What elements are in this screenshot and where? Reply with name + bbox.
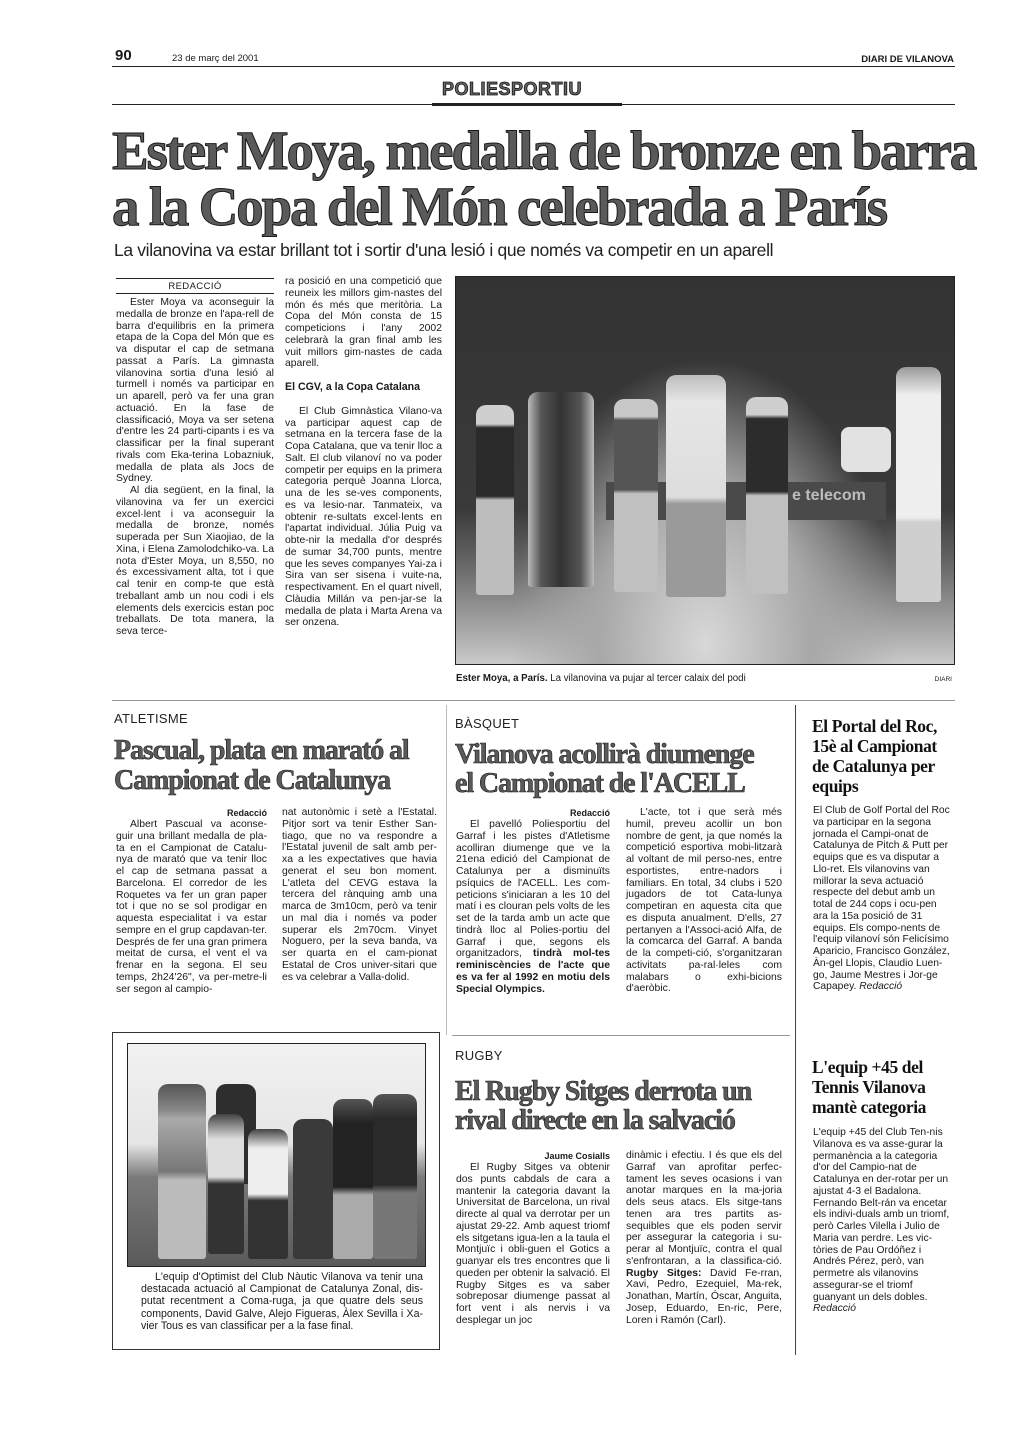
main-byline: REDACCIÓ [168, 281, 222, 292]
podium-photo [455, 276, 955, 665]
sailing-photo-box [112, 1032, 440, 1350]
gymnast-figure [746, 397, 788, 594]
main-article-paragraph: ra posició en una competició que reuneix les millors gim-nastes del món és més que meritòria. La Copa del Món consta de 15 competicions i l'any 2002 celebrarà la gran final amb les vuit millors gim-nastes de cada aparell. [285, 276, 442, 370]
atletisme-headline-line2: Campionat de Catalunya [114, 765, 391, 796]
basquet-paragraph [456, 819, 610, 995]
atletisme-column-2 [282, 807, 437, 983]
atletisme-column-1 [116, 819, 267, 995]
right-column-divider [795, 705, 796, 1355]
basquet-paragraph: L'acte, tot i que serà més humil, preveu acollir un bon nombre de gent, ja que només la competició esportiva mobi-litzarà al voltant de mil perso-nes, entre esportistes, entre-nadors i familiars. En total, 34 clubs i 520 jugadors de tot Cata-lunya competiran en aquesta cita que es disputa anualment. D'ells, 27 pertanyen a l'Associ-ació Alfa, de la comcarca del Garraf. A banda de la competi-ció, s'organitzaran activitats pa-ral·leles com malabars o exhi-bicions d'aeròbic. [626, 807, 782, 995]
header-rule [112, 66, 955, 67]
basquet-headline-line2: el Campionat de l'ACELL [455, 768, 745, 799]
team-member-figure [333, 1099, 373, 1259]
basquet-byline: Redacció [569, 808, 610, 818]
team-member-figure [208, 1114, 244, 1254]
rugby-headline-line1: El Rugby Sitges derrota un [455, 1076, 752, 1107]
sponsor-text: e telecom [792, 487, 866, 504]
basquet-bold-text: tindrà mol-tes reminiscències de l'acte que es va fer al 1992 en motiu dels Special Olympics. [456, 948, 610, 995]
section-rule-accent [432, 103, 622, 106]
golf-text: El Club de Golf Portal del Roc va participar en la segona jornada el Campi-onat de Catalunya de Pitch & Putt per equips que es va disputar a Llo-ret. Els vilanovins van millorar la seva actuació respecte del debut amb un total de 244 cops i ocu-pen ara la 15a posició de 31 equips. Els compo-nents de l'equip vilanoví són Felicísimo Aparicio, Francisco González, Àn-gel Llopis, Claudio Luen-go, Jaume Mestres i Jor-ge Capapey. [813, 805, 950, 993]
team-member-figure [373, 1094, 417, 1259]
sailing-caption-text: L'equip d'Optimist del Club Nàutic Vilanova va tenir una destacada actuació al Campionat de Catalunya Zonal, dis-putat recentment a Coma-ruga, ja que quatre dels seus components, David Galve, Alejo Figueras, Àlex Sevilla i Xa-vier Tous es van classificar per a la fase final. [141, 1271, 423, 1332]
golf-body [813, 805, 953, 993]
publication-name: DIARI DE VILANOVA [861, 54, 954, 65]
basquet-column-1 [456, 819, 610, 995]
flower-basket [841, 427, 891, 472]
golf-signature: Redacció [859, 981, 903, 993]
gymnast-figure [614, 399, 658, 592]
tennis-body [813, 1127, 953, 1315]
rugby-headline-line2: rival directe en la salvació [455, 1105, 735, 1136]
gymnast-figure [528, 392, 594, 587]
rugby-paragraph: El Rugby Sitges va obtenir dos punts cabdals de cara a mantenir la categoria davant la Universitat de Barcelona, un rival directe al qual va derrotar per un ajustat 29-22. Amb aquest triomf els sitgetans igua-len a la taula el Montjuïc i obli-guen el Gotics a guanyar els tres encontres que li queden per obtenir la salvació. El Rugby Sitges es va saber sobreposar diumenge passat al fort vent i als nervis i va desplegar un joc [456, 1162, 610, 1326]
team-member-figure [158, 1084, 206, 1259]
atletisme-headline-line1: Pascual, plata en marató al [114, 735, 409, 766]
sailing-team-photo [127, 1043, 426, 1267]
tennis-signature: Redacció [813, 1303, 856, 1315]
sailing-photo-caption [141, 1271, 423, 1332]
gymnast-figure [476, 405, 514, 595]
basquet-rugby-rule [452, 1035, 790, 1036]
rugby-text: dinàmic i efectiu. I és que els del Garraf van aprofitar perfec-tament les seves ocasions i van anotar marques en la ma-joria dels seus atacs. Els sitge-tans tenen ara tres partits as-sequibles que els poden servir per assegurar la categoria i su-perar al Montjuïc, contra el qual s'enfrontaran, a la classifica-ció. [626, 1150, 782, 1267]
main-photo-credit: DIARI [934, 676, 952, 683]
rugby-column-1 [456, 1162, 610, 1327]
golf-paragraph [813, 805, 953, 993]
main-article-paragraph: Al dia següent, en la final, la vilanovina va fer un exercici excel·lent i va aconseguir la medalla de bronze, només superada per Sun Xiaojiao, de la Xina, i Elena Zamolodchiko-va. La nota d'Ester Moya, un 8,550, no és excessivament alta, tot i que cal tenir en comp-te que està treballant amb un nou codi i els elements dels exercicis estan poc treballats. De tota manera, la seva terce- [116, 485, 274, 637]
main-article-paragraph: El Club Gimnàstica Vilano-va va participar aquest cap de setmana en la tercera fase de la Copa Catalana, que va tenir lloc a Salt. El club vilanoví no va poder competir per equips en la primera categoria perquè Joanna Llorca, una de les se-ves components, es va lesio-nar. Tanmateix, va obtenir re-sultats excel·lents en l'apartat individual. Júlia Puig va obte-nir la medalla d'or després de sumar 34,700 punts, mentre que les seves companyes Yai-za i Sira van ser sisena i vuite-na, respectivament. En el quart nivell, Clàudia Millán va pen-jar-se la medalla de plata i Marta Arena va ser onzena. [285, 405, 442, 629]
rugby-section-label: RUGBY [455, 1048, 503, 1063]
tennis-text: L'equip +45 del Club Ten-nis Vilanova es va asse-gurar la permanència a la categoria d'or del Campio-nat de Catalunya en der-rotar per un ajustat 4-3 el Badalona. Fernando Belt-rán va encetar els indivi-duals amb un triomf, però Carles Vilella i Julio de Maria van perdre. Les vic-tòries de Pau Ordóñez i Andrés Pérez, però, van permetre als vilanovins assegurar-se el triomf guanyant un dels dobles. [813, 1127, 950, 1303]
rugby-lineup: David Fe-rran, Xavi, Pedro, Ezequiel, Ma-rek, Jonathan, Martín, Óscar, Anguita, Josep, Eduardo, En-ric, Pere, Loren i Ramón (Carl). [626, 1267, 782, 1326]
rugby-column-2 [626, 1150, 782, 1326]
main-article-subhead: El CGV, a la Copa Catalana [285, 381, 421, 393]
golf-headline: El Portal del Roc, 15è al Campionat de Catalunya per equips [812, 716, 937, 796]
main-photo-caption [456, 673, 746, 684]
atletisme-byline: Redacció [226, 808, 267, 818]
team-member-figure [248, 1129, 288, 1259]
rugby-paragraph [626, 1150, 782, 1326]
tennis-paragraph [813, 1127, 953, 1315]
atletisme-paragraph: Albert Pascual va aconse-guir una brillant medalla de pla-ta en el Campionat de Catalu-nya de marató que va tenir lloc el cap de setmana passat a Barcelona. El corredor de les Roquetes va fer un gran paper tot i que no se sol prodigar en aquesta especialitat i va estar sempre en el grup capdavan-ter. Després de fer una gran primera meitat de cursa, el vent el va frenar en la segona. El seu temps, 2h24'26", va per-metre-li ser segon al campio- [116, 819, 267, 995]
basquet-section-label: BÀSQUET [455, 716, 520, 731]
presenter-figure [896, 367, 941, 602]
basquet-text: El pavelló Poliesportiu del Garraf i les pistes d'Atletisme acolliran diumenge que ve la 21ena edició del Campionat de Catalunya per a disminuïts psíquics de l'ACELL. Les com-peticions s'iniciaran a les 10 del matí i es clouran pels volts de les set de la tarda amb un acte que tindrà lloc al Polies-portiu del Garraf i que, segons els organitzadors, [456, 819, 610, 960]
caption-lead: Ester Moya, a París. [456, 673, 548, 684]
issue-date: 23 de març del 2001 [172, 53, 259, 64]
main-article-column-2 [285, 276, 442, 629]
main-article-paragraph: Ester Moya va aconseguir la medalla de bronze en l'apa-rell de barra d'equilibris en la primera etapa de la Copa del Món que es va disputar el cap de setmana passat a París. La gimnasta vilanovina sortia d'una lesió al turmell i només va participar en un aparell, però va fer una gran actuació. En la fase de classificació, Moya va ser setena d'entre les 24 parti-cipants i es va classificar per la final superant rivals com Eka-terina Lobazniuk, medalla de plata als Jocs de Sydney. [116, 297, 274, 485]
main-subheadline: La vilanovina va estar brillant tot i sortir d'una lesió i que només va competir en un aparell [114, 240, 774, 260]
page-number: 90 [115, 47, 132, 64]
main-headline-line1: Ester Moya, medalla de bronze en barra [112, 120, 976, 181]
byline-rule-bottom [116, 293, 274, 294]
middle-divider [446, 705, 447, 1035]
atletisme-paragraph: nat autonòmic i setè a l'Estatal. Pitjor sort va tenir Esther San-tiago, que no va respondre a l'Estatal juvenil de salt amb per-xa a les expectatives que havia generat el seu bon moment. L'atleta del CEVG estava la tercera del rànquing amb una marca de 3m10cm, però va tenir un mal dia i només va poder superar els 2m70cm. Vinyet Noguero, per la seva banda, va ser quarta en el cam-pionat Estatal de Cros univer-sitari que es va celebrar a Valla-dolid. [282, 807, 437, 983]
basquet-headline-line1: Vilanova acollirà diumenge [455, 739, 754, 770]
atletisme-section-label: ATLETISME [114, 711, 188, 726]
section-title: POLIESPORTIU [441, 79, 582, 99]
caption-text: La vilanovina va pujar al tercer calaix del podi [547, 673, 746, 684]
main-article-column-1 [116, 297, 274, 638]
tennis-headline: L'equip +45 del Tennis Vilanova mantè categoria [812, 1057, 927, 1117]
rugby-byline: Jaume Cosialls [544, 1151, 610, 1161]
lower-section-rule [112, 700, 955, 701]
main-headline-line2: a la Copa del Món celebrada a París [112, 176, 886, 237]
byline-rule-top [116, 278, 274, 279]
team-member-figure [293, 1119, 333, 1259]
rugby-lineup-label: Rugby Sitges: [626, 1267, 702, 1279]
gymnast-figure [666, 375, 726, 597]
basquet-column-2 [626, 807, 782, 995]
